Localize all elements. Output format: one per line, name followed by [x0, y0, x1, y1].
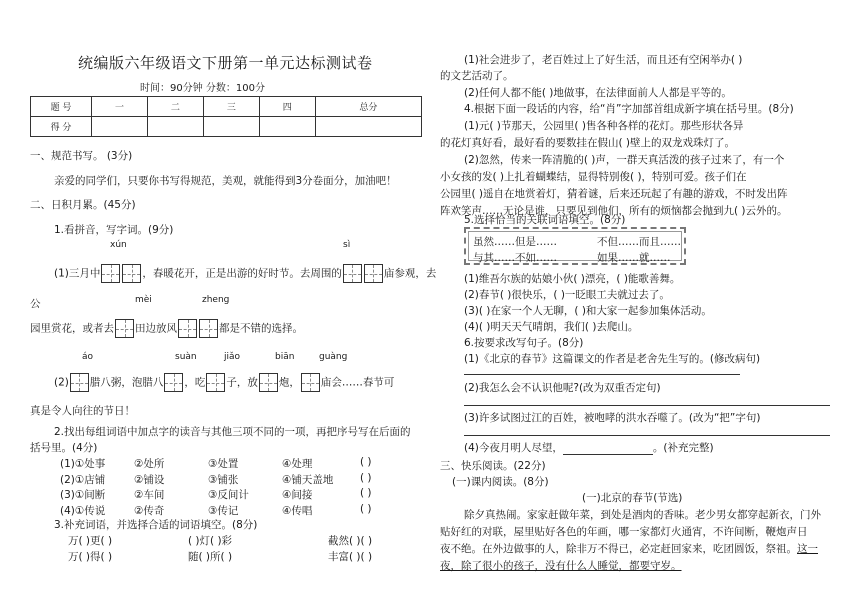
question-heading: 1.看拼音，写字词。(9分) [54, 224, 174, 236]
tianzige-box[interactable] [364, 264, 383, 283]
text-line: (2)忽然，传来一阵清脆的( )声，一群天真活泼的孩子过来了，有一个 [464, 154, 785, 166]
text-line: (4)( )明天天气晴朗，我们( )去爬山。 [464, 321, 639, 333]
table-cell: 总分 [315, 97, 421, 117]
option-item: (2)①店铺 [60, 473, 106, 486]
score-table [30, 96, 422, 137]
question-heading: 3.补充词语，并选择合适的词语填空。(8分) [54, 519, 258, 531]
fill-word-item[interactable]: 丰富( )( ) [328, 551, 373, 563]
text: 田边放风 [135, 322, 177, 335]
text-line: (3)( )在家一个人无聊，( )和大家一起参加集体活动。 [464, 305, 712, 317]
underlined-text: 这一 [797, 543, 818, 555]
text: 炮， [278, 376, 300, 389]
page-title: 统编版六年级语文下册第一单元达标测试卷 [78, 54, 373, 72]
question-heading: 6.按要求改写句子。(8分) [464, 337, 584, 349]
answer-line[interactable] [464, 405, 830, 406]
fill-word-item[interactable]: ( )灯( )彩 [188, 535, 233, 547]
text: ，春暖花开，正是出游的好时节。去周围的 [142, 267, 342, 280]
text-line: (2)我怎么会不认识他呢?(改为双重否定句) [464, 382, 661, 394]
text: 园里赏花，或者去 [30, 322, 114, 335]
question-line [464, 440, 714, 455]
tianzige-box[interactable] [122, 264, 141, 283]
text: 子，放 [226, 376, 258, 389]
table-cell: 二 [147, 97, 203, 117]
text-line: 公园里( )遥自在地赏着灯，猜着谜，后来还玩起了有趣的游戏，不时发出阵 [440, 188, 788, 200]
table-row [31, 117, 422, 137]
text: (2) [54, 376, 69, 389]
section-heading: 二、日积月累。(45分) [30, 199, 136, 211]
text: 公 [30, 298, 41, 310]
text-line: (1)《北京的春节》这篇课文的作者是老舍先生写的。(修改病句) [464, 353, 761, 365]
word-box [464, 227, 686, 265]
question-line [54, 264, 436, 283]
text-line: (3)许多试图过江的百姓，被咆哮的洪水吞噬了。(改为“把”字句) [464, 412, 761, 424]
score-input-cell[interactable] [147, 117, 203, 137]
score-input-cell[interactable] [259, 117, 315, 137]
text: 。(补充完整) [652, 442, 714, 454]
text-line: 小女孩的发( )上扎着蝴蝶结，显得特别俊( )，特别可爱。孩子们在 [440, 171, 747, 183]
text-line: (1)元( )节那天，公园里( )售各种各样的花灯。那些形状各异 [464, 120, 744, 132]
option-item: (4)①传说 [60, 504, 106, 517]
text-line: (2)任何人都不能( )地做事，在法律面前人人都是平等的。 [464, 87, 732, 99]
exam-meta: 时间：90分钟 分数：100分 [140, 83, 265, 94]
table-row [31, 97, 422, 117]
section-heading: 三、快乐阅读。(22分) [440, 460, 546, 472]
tianzige-box[interactable] [343, 264, 362, 283]
reading-line: 贴好红的对联，屋里贴好各色的年画，哪一家都灯火通宵，不许间断，鞭炮声日 [440, 526, 808, 538]
option-item: ②铺设 [134, 473, 165, 486]
pinyin: suàn [175, 352, 197, 362]
word-option: 不但……而且…… [597, 236, 681, 248]
text-line: 的文艺活动了。 [440, 70, 514, 82]
table-cell: 一 [92, 97, 148, 117]
question-heading: 4.根据下面一段话的内容，给“肖”字加部首组成新字填在括号里。(8分) [464, 103, 794, 115]
text-line: (2)春节( )很快乐，( )一眨眼工夫就过去了。 [464, 289, 670, 301]
word-option: 如果……就…… [597, 252, 671, 264]
tianzige-box[interactable] [70, 373, 89, 392]
text-line: 阵欢笑声……无论是谁，只要见到他们，所有的烦恼都会抛到九( )云外的。 [440, 205, 788, 217]
text: ，吃 [184, 376, 206, 389]
option-item: ④铺天盖地 [282, 473, 334, 486]
answer-bracket[interactable]: ( ) [360, 487, 372, 499]
tianzige-box[interactable] [301, 373, 320, 392]
answer-bracket[interactable]: ( ) [360, 471, 372, 484]
option-item: ④间接 [282, 489, 313, 501]
option-item: ②车间 [134, 489, 165, 501]
answer-bracket[interactable]: ( ) [360, 456, 372, 468]
score-input-cell[interactable] [315, 117, 421, 137]
pinyin: zheng [202, 295, 230, 305]
table-cell: 四 [259, 97, 315, 117]
tianzige-box[interactable] [199, 319, 218, 338]
tianzige-box[interactable] [178, 319, 197, 338]
reading-line: 除夕真热闹。家家赶做年菜，到处是酒肉的香味。老少男女都穿起新衣，门外 [464, 509, 821, 521]
option-item: ②传奇 [134, 504, 165, 517]
text-line: (1)社会进步了，老百姓过上了好生活，而且还有空闲举办( ) [464, 54, 743, 66]
pinyin: biān [275, 352, 295, 362]
answer-bracket[interactable]: ( ) [360, 502, 372, 515]
option-item: ③传记 [208, 504, 239, 517]
question-heading: 5.选择恰当的关联词语填空。(8分) [464, 214, 626, 226]
option-item: ②处所 [134, 458, 165, 470]
text-line: (1)维吾尔族的姑娘小伙( )漂亮，( )能歌善舞。 [464, 273, 681, 285]
text: 真是令人向往的节日！ [30, 405, 135, 417]
tianzige-box[interactable] [206, 373, 225, 392]
text: 夜不绝。在外边做事的人，除非万不得已，必定赶回家来，吃团圆饭，祭祖。 [440, 543, 797, 555]
underlined-text: 夜，除了很小的孩子，没有什么人睡觉，都要守岁。 [440, 560, 682, 572]
text: 庙参观，去 [383, 267, 437, 280]
table-cell: 得 分 [31, 117, 92, 137]
fill-word-item[interactable]: 随( )所( ) [188, 551, 233, 563]
pinyin: jiǎo [224, 352, 241, 362]
option-item: ③反间计 [208, 489, 249, 501]
word-option: 虽然……但是…… [473, 236, 557, 248]
score-input-cell[interactable] [92, 117, 148, 137]
pinyin: sì [343, 240, 351, 250]
paragraph: 亲爱的同学们，只要你书写得规范，美观，就能得到3分卷面分，加油吧！ [54, 175, 397, 187]
question-heading: 2.找出每组词语中加点字的读音与其他三项不同的一项，再把序号写在后面的 [54, 426, 411, 438]
question-heading: 括号里。(4分) [30, 442, 98, 454]
option-item: (3)①间断 [60, 489, 106, 501]
fill-word-item[interactable]: 万( )更( ) [68, 535, 113, 547]
fill-word-item[interactable]: 万( )得( ) [68, 551, 113, 563]
tianzige-box[interactable] [101, 264, 120, 283]
question-line [54, 373, 394, 392]
text: (1)三月中 [54, 267, 101, 280]
table-cell: 题 号 [31, 97, 92, 117]
tianzige-box[interactable] [259, 373, 278, 392]
text: 庙会……春节可 [320, 376, 395, 389]
pinyin: áo [82, 352, 94, 362]
option-item: ④处理 [282, 458, 313, 470]
table-cell: 三 [203, 97, 259, 117]
pinyin: xún [110, 240, 127, 250]
text: (4)今夜月明人尽望， [464, 442, 563, 454]
section-heading: (一)课内阅读。(8分) [452, 476, 549, 488]
question-line [30, 319, 303, 338]
text: 都是不错的选择。 [219, 322, 303, 335]
reading-title: (一)北京的春节(节选) [582, 492, 683, 504]
option-item: ③铺张 [208, 473, 239, 486]
pinyin: guàng [319, 352, 348, 362]
pinyin: mèi [135, 295, 152, 305]
answer-line[interactable] [563, 444, 653, 455]
score-input-cell[interactable] [203, 117, 259, 137]
option-item: ③处置 [208, 458, 239, 470]
answer-line[interactable] [464, 435, 830, 436]
text: 腊八粥，泡腊八 [89, 376, 164, 389]
word-option: 与其……不如…… [473, 252, 557, 264]
option-item: ④传唱 [282, 504, 313, 517]
tianzige-box[interactable] [115, 319, 134, 338]
answer-line[interactable] [464, 374, 740, 375]
tianzige-box[interactable] [164, 373, 183, 392]
option-item: (1)①处事 [60, 458, 106, 470]
section-heading: 一、规范书写。 (3分) [30, 150, 133, 162]
text-line: 的花灯真好看，最好看的要数挂在假山( )壁上的双龙戏珠灯了。 [440, 137, 736, 149]
reading-line [440, 541, 818, 556]
fill-word-item[interactable]: 截然( )( ) [328, 535, 373, 547]
